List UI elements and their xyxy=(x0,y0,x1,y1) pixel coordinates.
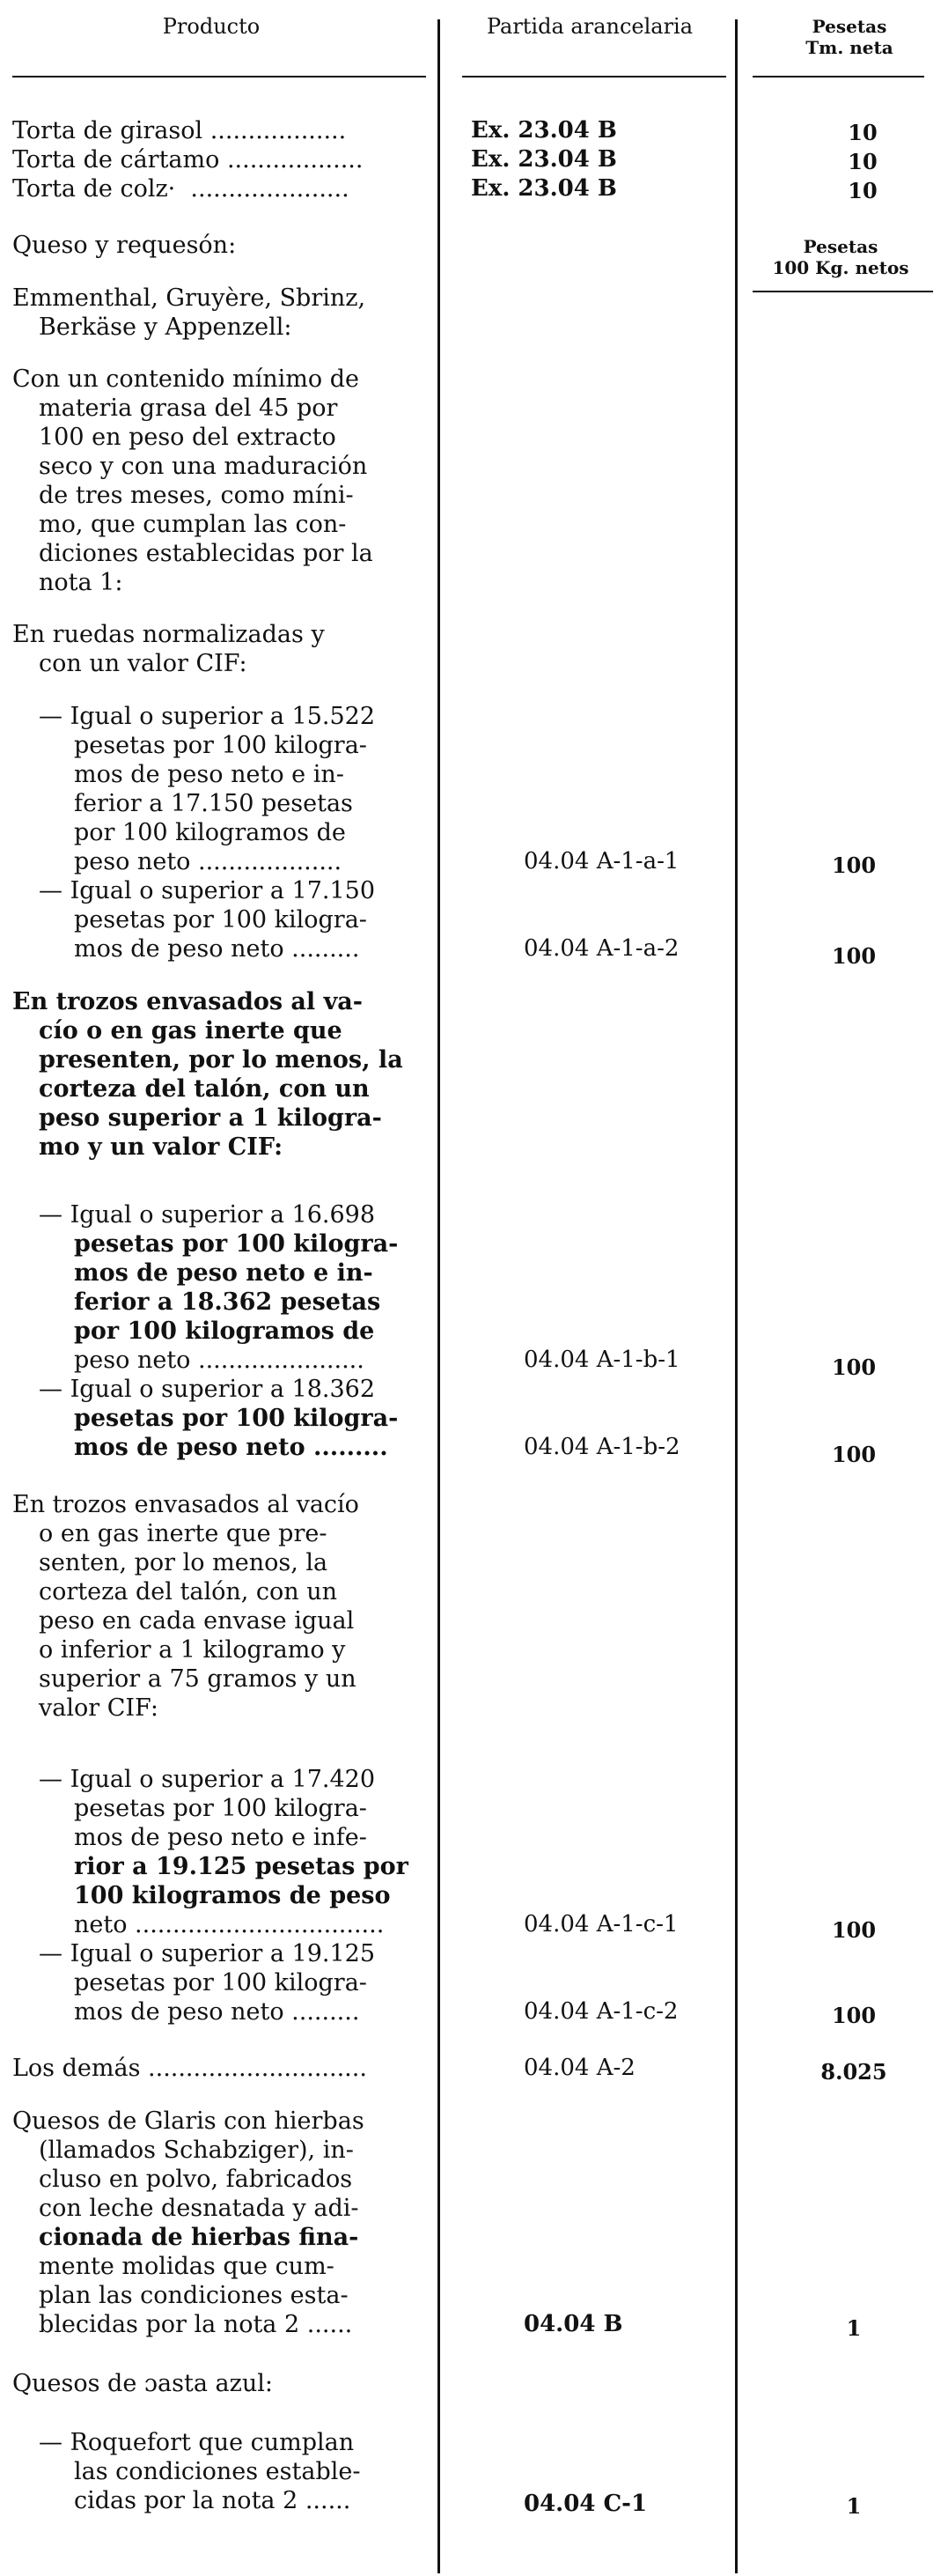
row-cartamo-partida: Ex. 23.04 B xyxy=(471,146,617,173)
item-a2-partida: 04.04 A-1-a-2 xyxy=(524,935,680,962)
item-c2-partida: 04.04 A-1-c-2 xyxy=(524,1998,679,2025)
demas-partida: 04.04 A-2 xyxy=(524,2055,636,2081)
roquefort-partida: 04.04 C-1 xyxy=(524,2491,648,2517)
glaris-line-7: plan las condiciones esta- xyxy=(39,2282,349,2309)
trozos-c-line-4: corteza del talón, con un xyxy=(39,1578,338,1605)
header-pesetas-kg-2: 100 Kg. netos xyxy=(772,257,909,278)
item-b1-line-4: ferior a 18.362 pesetas xyxy=(74,1288,381,1316)
item-c2-line-3: mos de peso neto ......... xyxy=(74,1998,360,2026)
emmenthal-line-2: Berkäse y Appenzell: xyxy=(39,314,292,341)
trozos-b-line-4: corteza del talón, con un xyxy=(39,1075,370,1103)
glaris-line-5: cionada de hierbas fina- xyxy=(39,2224,359,2251)
item-b1-line-2: pesetas por 100 kilogra- xyxy=(74,1230,399,1258)
item-a1-line-1: — Igual o superior a 15.522 xyxy=(39,703,376,730)
glaris-line-2: (llamados Schabziger), in- xyxy=(39,2137,354,2164)
contenido-line-7: diciones establecidas por la xyxy=(39,540,373,567)
row-colza-product: Torta de colz· ..................... xyxy=(12,175,349,203)
demas-value: 8.025 xyxy=(820,2059,887,2085)
item-c1-line-2: pesetas por 100 kilogra- xyxy=(74,1795,367,1822)
row-colza-partida: Ex. 23.04 B xyxy=(471,175,617,202)
item-a2-line-3: mos de peso neto ......... xyxy=(74,935,360,963)
trozos-c-line-5: peso en cada envase igual xyxy=(39,1607,355,1635)
emmenthal-line-1: Emmenthal, Gruyère, Sbrinz, xyxy=(12,284,366,312)
item-c1-line-5: 100 kilogramos de peso xyxy=(74,1882,391,1909)
roquefort-line-3: cidas por la nota 2 ...... xyxy=(74,2487,351,2514)
item-c1-line-1: — Igual o superior a 17.420 xyxy=(39,1766,376,1793)
trozos-b-line-2: cío o en gas inerte que xyxy=(39,1017,342,1044)
contenido-line-8: nota 1: xyxy=(39,569,123,596)
header-pesetas-kg-1: Pesetas xyxy=(803,236,878,257)
glaris-value: 1 xyxy=(846,2315,862,2341)
item-b2-value: 100 xyxy=(831,1442,877,1467)
trozos-b-line-6: mo y un valor CIF: xyxy=(39,1133,283,1161)
glaris-line-6: mente molidas que cum- xyxy=(39,2253,334,2280)
header-rule-product xyxy=(12,76,426,78)
header-pesetas-tm-2: Tm. neta xyxy=(805,37,893,58)
pasta-azul-heading: Quesos de ɔasta azul: xyxy=(12,2370,273,2397)
contenido-line-3: 100 en peso del extracto xyxy=(39,424,336,451)
roquefort-line-2: las condiciones estable- xyxy=(74,2458,361,2485)
item-a1-line-4: ferior a 17.150 pesetas xyxy=(74,790,353,817)
header-rule-value xyxy=(753,76,924,78)
row-girasol-value: 10 xyxy=(848,120,878,145)
item-a1-partida: 04.04 A-1-a-1 xyxy=(524,848,680,875)
item-a1-line-3: mos de peso neto e in- xyxy=(74,761,344,788)
item-a2-line-1: — Igual o superior a 17.150 xyxy=(39,877,376,904)
item-c1-value: 100 xyxy=(831,1917,877,1943)
header-rule-kg xyxy=(753,291,933,292)
item-c1-line-3: mos de peso neto e infe- xyxy=(74,1824,367,1851)
contenido-line-1: Con un contenido mínimo de xyxy=(12,365,359,393)
header-partida: Partida arancelaria xyxy=(486,14,694,39)
row-cartamo-value: 10 xyxy=(848,149,878,174)
item-a1-value: 100 xyxy=(831,853,877,878)
glaris-line-4: con leche desnatada y adi- xyxy=(39,2195,359,2222)
row-girasol-product: Torta de girasol .................. xyxy=(12,117,347,144)
item-c2-line-1: — Igual o superior a 19.125 xyxy=(39,1940,376,1967)
item-a1-line-5: por 100 kilogramos de xyxy=(74,819,346,846)
ruedas-line-2: con un valor CIF: xyxy=(39,650,247,677)
trozos-b-line-5: peso superior a 1 kilogra- xyxy=(39,1104,382,1132)
roquefort-line-1: — Roquefort que cumplan xyxy=(39,2429,355,2456)
glaris-line-3: cluso en polvo, fabricados xyxy=(39,2166,353,2193)
column-divider-left xyxy=(437,19,440,2573)
ruedas-line-1: En ruedas normalizadas y xyxy=(12,621,325,648)
contenido-line-5: de tres meses, como míni- xyxy=(39,482,354,509)
column-divider-right xyxy=(735,19,738,2573)
item-b1-line-5: por 100 kilogramos de xyxy=(74,1318,375,1345)
header-rule-partida xyxy=(462,76,726,78)
item-b2-partida: 04.04 A-1-b-2 xyxy=(524,1434,680,1460)
header-pesetas-tm-1: Pesetas xyxy=(812,16,887,37)
trozos-c-line-3: senten, por lo menos, la xyxy=(39,1549,328,1576)
item-a2-value: 100 xyxy=(831,943,877,969)
trozos-c-line-6: o inferior a 1 kilogramo y xyxy=(39,1636,346,1664)
trozos-c-line-8: valor CIF: xyxy=(39,1694,158,1722)
item-c2-line-2: pesetas por 100 kilogra- xyxy=(74,1969,367,1997)
row-girasol-partida: Ex. 23.04 B xyxy=(471,117,617,144)
trozos-c-line-1: En trozos envasados al vacío xyxy=(12,1491,359,1518)
item-b2-line-2: pesetas por 100 kilogra- xyxy=(74,1405,399,1432)
item-a1-line-2: pesetas por 100 kilogra- xyxy=(74,732,367,759)
trozos-c-line-2: o en gas inerte que pre- xyxy=(39,1520,327,1547)
row-cartamo-product: Torta de cártamo .................. xyxy=(12,146,364,173)
item-c2-value: 100 xyxy=(831,2003,877,2028)
trozos-c-line-7: superior a 75 gramos y un xyxy=(39,1665,356,1693)
glaris-line-1: Quesos de Glaris con hierbas xyxy=(12,2107,364,2135)
item-b2-line-3: mos de peso neto ......... xyxy=(74,1434,388,1461)
contenido-line-6: mo, que cumplan las con- xyxy=(39,511,347,538)
roquefort-value: 1 xyxy=(846,2493,862,2519)
item-a1-line-6: peso neto ................... xyxy=(74,848,342,875)
item-b2-line-1: — Igual o superior a 18.362 xyxy=(39,1376,376,1403)
item-b1-line-1: — Igual o superior a 16.698 xyxy=(39,1201,376,1229)
contenido-line-2: materia grasa del 45 por xyxy=(39,395,338,422)
row-colza-value: 10 xyxy=(848,178,878,203)
section-queso-heading: Queso y requesón: xyxy=(12,232,237,259)
item-b1-line-3: mos de peso neto e in- xyxy=(74,1259,373,1287)
item-c1-line-4: rior a 19.125 pesetas por xyxy=(74,1853,408,1880)
glaris-partida: 04.04 B xyxy=(524,2311,623,2337)
item-a2-line-2: pesetas por 100 kilogra- xyxy=(74,906,367,934)
trozos-b-line-1: En trozos envasados al va- xyxy=(12,988,363,1015)
item-b1-partida: 04.04 A-1-b-1 xyxy=(524,1347,680,1373)
item-b1-line-6: peso neto ...................... xyxy=(74,1347,364,1374)
item-c1-line-6: neto ................................. xyxy=(74,1911,385,1938)
trozos-b-line-3: presenten, por lo menos, la xyxy=(39,1046,403,1074)
contenido-line-4: seco y con una maduración xyxy=(39,453,368,480)
item-b1-value: 100 xyxy=(831,1354,877,1380)
header-product: Producto xyxy=(162,14,261,39)
glaris-line-8: blecidas por la nota 2 ...... xyxy=(39,2311,353,2338)
item-c1-partida: 04.04 A-1-c-1 xyxy=(524,1911,679,1938)
demas-product: Los demás ............................. xyxy=(12,2055,367,2082)
